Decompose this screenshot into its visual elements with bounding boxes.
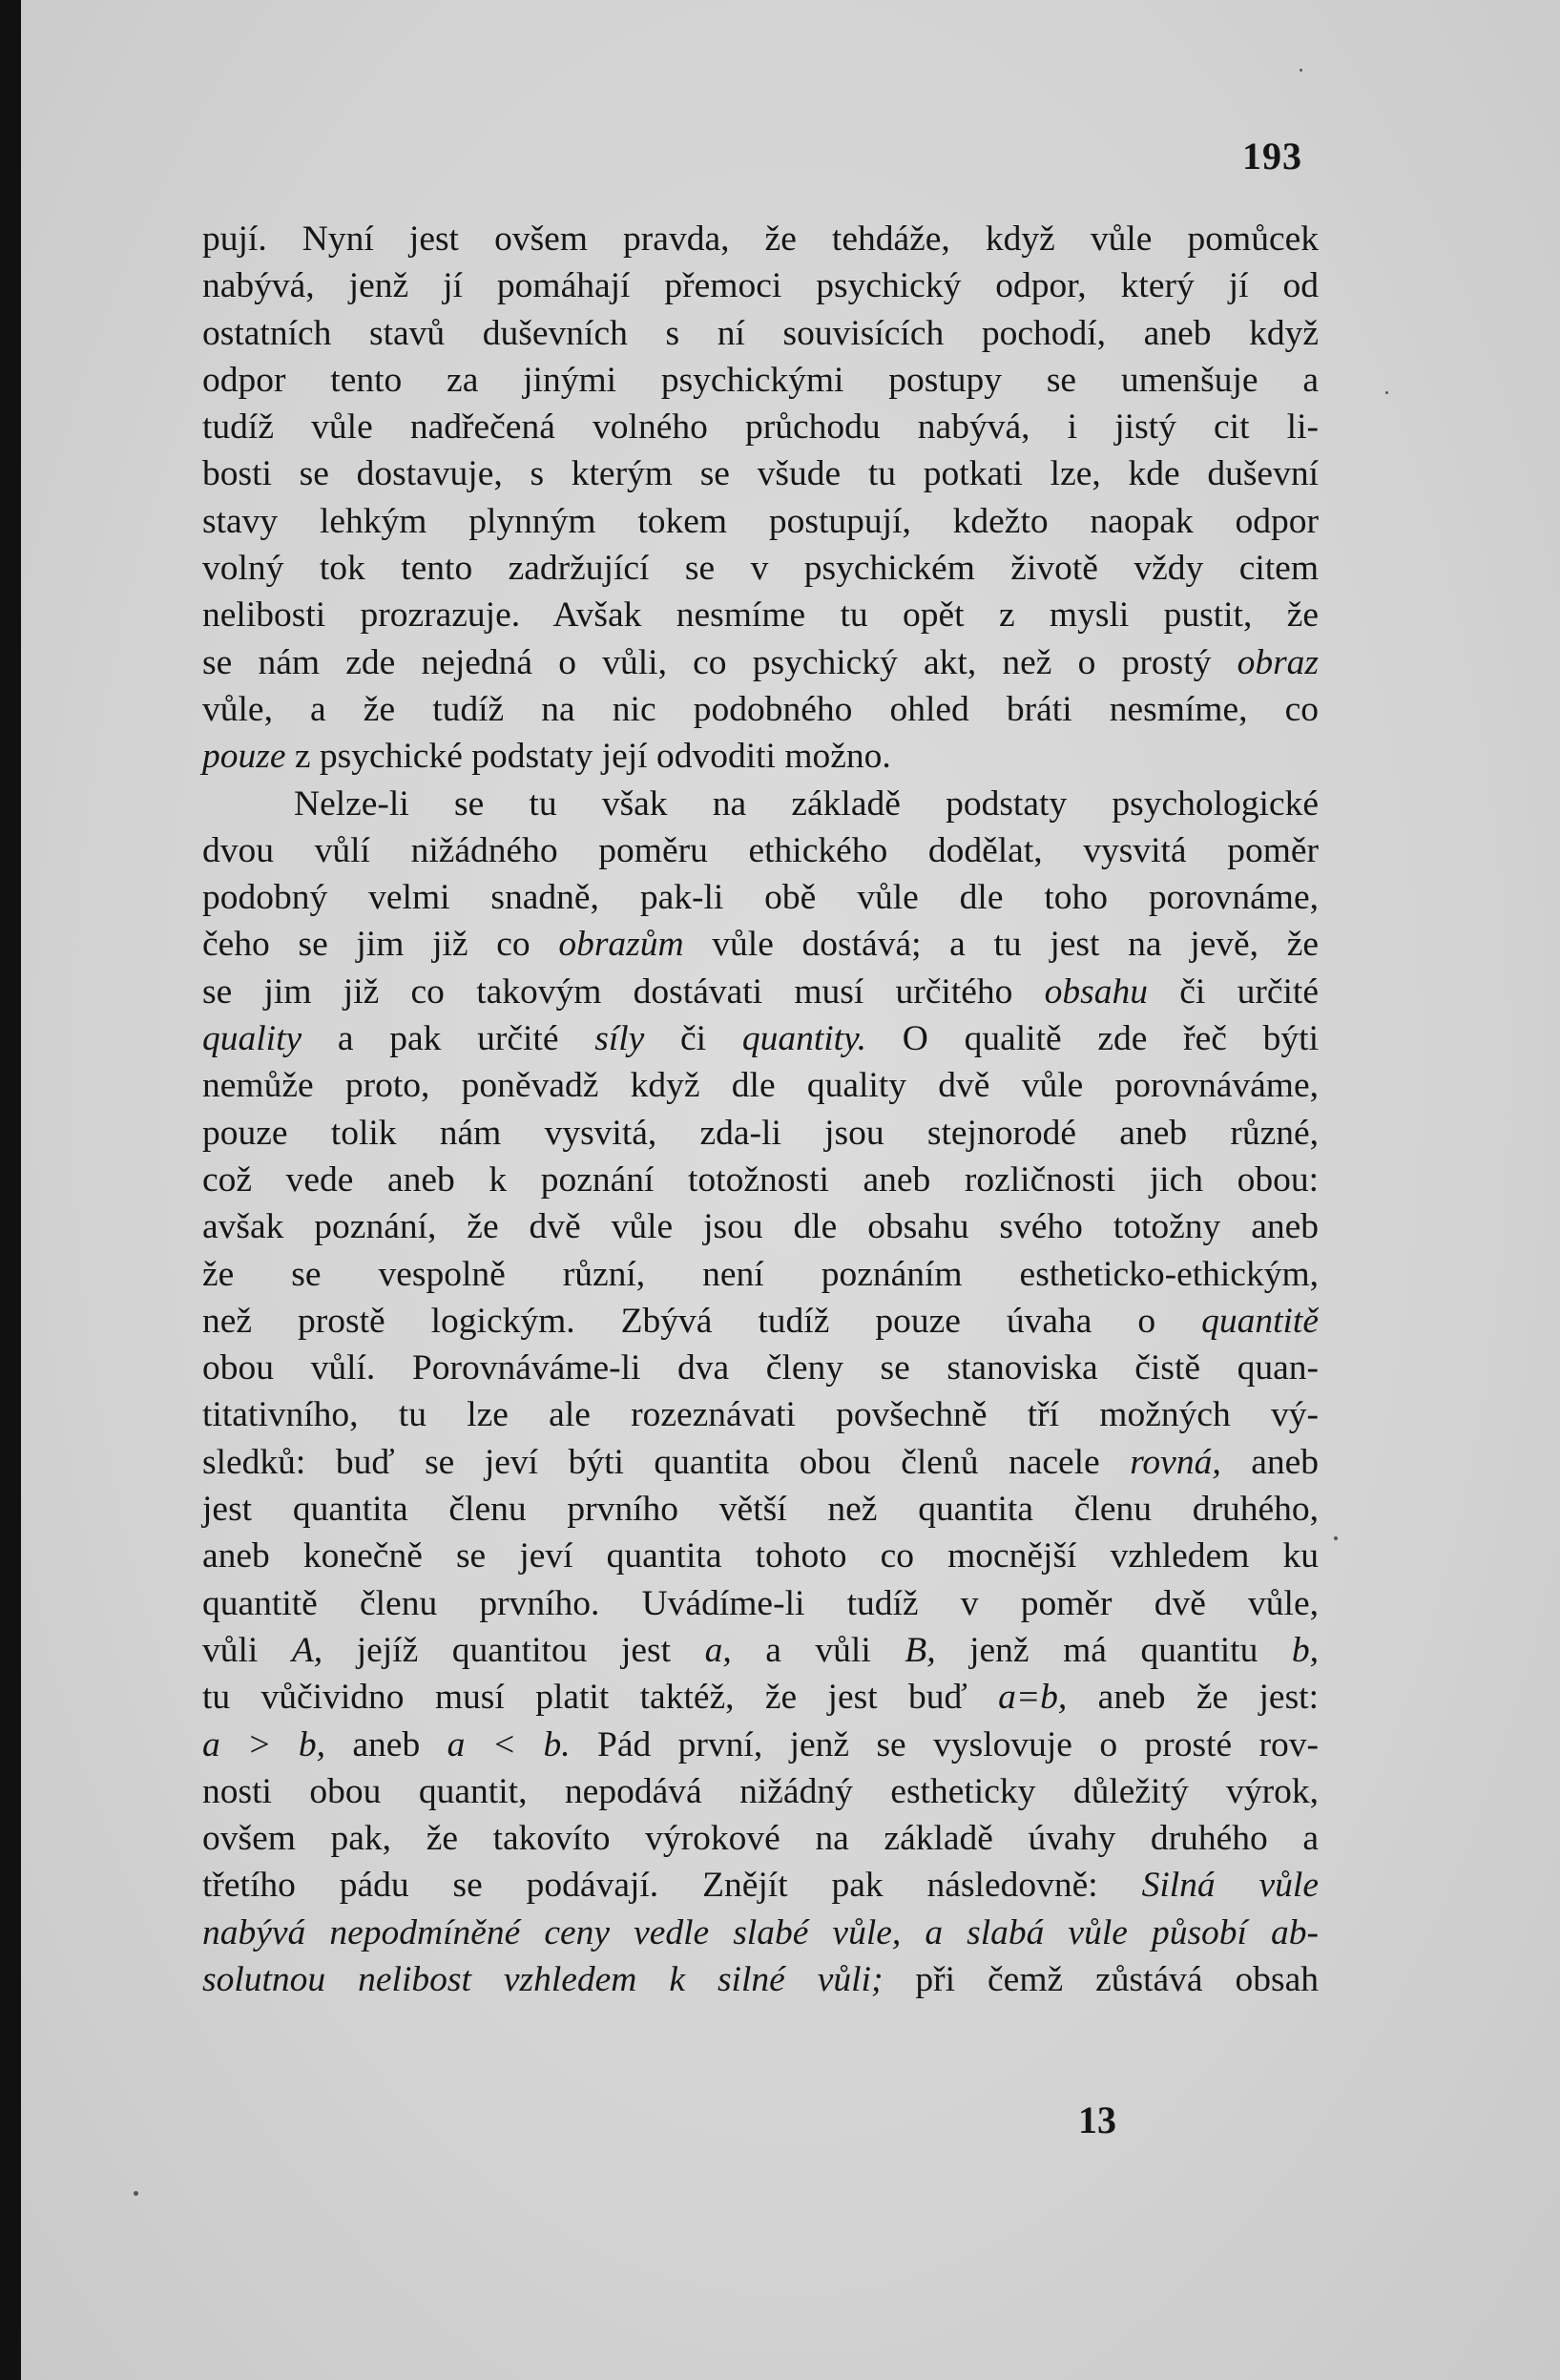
signature-mark: 13 <box>1078 2098 1116 2141</box>
text-segment: tudíž vůle nadřečená volného průchodu nabývá, i jistý cit li- <box>202 407 1319 448</box>
italic-text: rovná, <box>1130 1442 1221 1482</box>
text-segment: stavy lehkým plynným tokem postupují, kdežto naopak odpor <box>202 501 1319 541</box>
italic-text: quantity. <box>741 1019 867 1059</box>
text-segment: bosti se dostavuje, s kterým se všude tu potkati lze, kde duševní <box>202 454 1319 494</box>
text-segment: Nelze-li se tu však na základě podstaty psychologické <box>294 783 1319 824</box>
italic-text: quality <box>202 1019 302 1059</box>
text-line <box>202 781 1319 827</box>
text-line <box>202 639 1319 686</box>
text-segment: nabývá, jenž jí pomáhají přemoci psychický odpor, který jí od <box>202 266 1319 306</box>
text-segment: volný tok tento zadržující se v psychickém životě vždy citem <box>202 549 1319 589</box>
text-segment: vůle, a že tudíž na nic podobného ohled bráti nesmíme, co <box>202 689 1319 729</box>
text-segment: tu vůčividno musí platit taktéž, že jest buď <box>202 1678 999 1718</box>
text-line <box>202 1486 1319 1533</box>
text-segment: aneb <box>325 1724 447 1764</box>
text-line <box>202 592 1319 638</box>
text-line <box>202 1015 1319 1062</box>
text-segment: titativního, tu lze ale rozeznávati povšechně tří možných vý- <box>202 1395 1319 1435</box>
text-segment: pouze tolik nám vysvitá, zda-li jsou stejnorodé aneb různé, <box>202 1113 1319 1153</box>
text-segment: sledků: buď se jeví býti quantita obou členů nacele <box>202 1442 1131 1482</box>
text-line <box>202 1391 1319 1438</box>
italic-text: obraz <box>1237 642 1319 682</box>
text-line <box>202 1910 1319 1956</box>
italic-text: a > b, <box>202 1724 325 1764</box>
text-segment: ovšem pak, že takovíto výrokové na základě úvahy druhého a <box>202 1819 1319 1859</box>
text-line <box>202 1722 1319 1768</box>
text-segment: obou vůlí. Porovnáváme-li dva členy se stanoviska čistě quan- <box>202 1348 1319 1388</box>
text-segment: podobný velmi snadně, pak-li obě vůle dle toho porovnáme, <box>202 878 1319 918</box>
text-segment: jejíž quantitou jest <box>322 1630 705 1670</box>
text-segment: aneb konečně se jeví quantita tohoto co mocnější vzhledem ku <box>202 1536 1319 1576</box>
italic-text: B, <box>905 1630 936 1670</box>
text-line <box>202 1533 1319 1579</box>
text-segment: nosti obou quantit, nepodává nižádný estheticky důležitý výrok, <box>202 1771 1319 1811</box>
italic-text: obsahu <box>1044 971 1149 1012</box>
text-line <box>202 1815 1319 1862</box>
text-line <box>202 262 1319 309</box>
text-line <box>202 1203 1319 1250</box>
page-number: 193 <box>1242 135 1302 177</box>
text-line <box>202 216 1319 262</box>
italic-text: solutnou nelibost vzhledem k silné vůli; <box>202 1959 884 1999</box>
text-segment: pují. Nyní jest ovšem pravda, že tehdáže, když vůle pomůcek <box>202 219 1319 259</box>
italic-text: a, <box>704 1630 732 1670</box>
text-line <box>202 1956 1319 2003</box>
text-line <box>202 498 1319 545</box>
italic-text: Silná vůle <box>1141 1866 1319 1906</box>
book-page <box>21 0 1560 2380</box>
text-segment: než prostě logickým. Zbývá tudíž pouze úvaha o <box>202 1301 1202 1341</box>
body-text <box>202 216 1319 2003</box>
text-segment: vůli <box>202 1630 292 1670</box>
text-line <box>202 545 1319 592</box>
text-line <box>202 450 1319 497</box>
text-line <box>202 1345 1319 1391</box>
text-segment: či určité <box>1148 971 1319 1012</box>
text-segment: že se vespolně různí, není poznáním estheticko-ethickým, <box>202 1254 1319 1294</box>
text-segment: z psychické podstaty její odvoditi možno. <box>285 737 891 777</box>
text-line <box>202 1674 1319 1721</box>
text-line <box>202 1251 1319 1298</box>
text-segment: O qualitě zde řeč býti <box>866 1019 1319 1059</box>
italic-text: b, <box>1291 1630 1319 1670</box>
text-line <box>202 1298 1319 1345</box>
text-segment: se nám zde nejedná o vůli, co psychický akt, než o prostý <box>202 642 1238 682</box>
text-segment: čeho se jim již co <box>202 925 559 965</box>
text-line <box>202 921 1319 968</box>
print-speck <box>1300 69 1302 72</box>
italic-text: obrazům <box>558 925 684 965</box>
text-line <box>202 1862 1319 1909</box>
text-line <box>202 1439 1319 1486</box>
italic-text: pouze <box>202 737 286 777</box>
text-line <box>202 733 1319 780</box>
text-segment: avšak poznání, že dvě vůle jsou dle obsahu svého totožny aneb <box>202 1207 1319 1247</box>
text-segment: quantitě členu prvního. Uvádíme-li tudíž v poměr dvě vůle, <box>202 1583 1319 1623</box>
text-segment: se jim již co takovým dostávati musí určitého <box>202 971 1045 1012</box>
text-segment: což vede aneb k poznání totožnosti aneb rozličnosti jich obou: <box>202 1159 1319 1200</box>
text-line <box>202 969 1319 1015</box>
text-segment: a vůli <box>731 1630 905 1670</box>
book-spine-shadow <box>0 0 21 2380</box>
text-segment: nelibosti prozrazuje. Avšak nesmíme tu opět z mysli pustit, že <box>202 595 1319 636</box>
text-segment: a pak určité <box>302 1019 595 1059</box>
text-segment: odpor tento za jinými psychickými postupy se umenšuje a <box>202 360 1319 400</box>
text-segment: aneb že jest: <box>1067 1678 1319 1718</box>
text-line <box>202 404 1319 450</box>
text-line <box>202 1768 1319 1815</box>
text-segment: vůle dostává; a tu jest na jevě, že <box>683 925 1319 965</box>
text-segment: ostatních stavů duševních s ní souvisících pochodí, aneb když <box>202 313 1319 353</box>
text-line <box>202 827 1319 874</box>
text-line <box>202 874 1319 921</box>
text-segment: při čemž zůstává obsah <box>883 1959 1319 1999</box>
text-line <box>202 1627 1319 1674</box>
italic-text: síly <box>594 1019 645 1059</box>
print-speck <box>134 2191 138 2196</box>
italic-text: a < b. <box>447 1724 571 1764</box>
text-line <box>202 1157 1319 1203</box>
text-line <box>202 310 1319 357</box>
italic-text: A, <box>291 1630 323 1670</box>
text-segment: nemůže proto, poněvadž když dle quality dvě vůle porovnáváme, <box>202 1066 1319 1106</box>
text-segment: jest quantita členu prvního větší než quantita členu druhého, <box>202 1490 1319 1530</box>
text-line <box>202 686 1319 733</box>
text-line <box>202 1580 1319 1627</box>
text-segment: jenž má quantitu <box>935 1630 1292 1670</box>
text-line <box>202 1062 1319 1109</box>
italic-text: nabývá nepodmíněné ceny vedle slabé vůle, a slabá vůle působí ab- <box>202 1912 1319 1952</box>
text-segment: dvou vůlí nižádného poměru ethického dodělat, vysvitá poměr <box>202 830 1319 870</box>
text-segment: či <box>644 1019 742 1059</box>
print-speck <box>1334 1536 1338 1540</box>
print-speck <box>1385 391 1388 394</box>
text-segment: třetího pádu se podávají. Znějít pak následovně: <box>202 1866 1142 1906</box>
text-segment: aneb <box>1220 1442 1320 1482</box>
italic-text: quantitě <box>1201 1301 1319 1341</box>
italic-text: a=b, <box>998 1678 1068 1718</box>
text-segment: Pád první, jenž se vyslovuje o prosté rov- <box>570 1724 1320 1764</box>
text-line <box>202 357 1319 404</box>
text-line <box>202 1110 1319 1157</box>
